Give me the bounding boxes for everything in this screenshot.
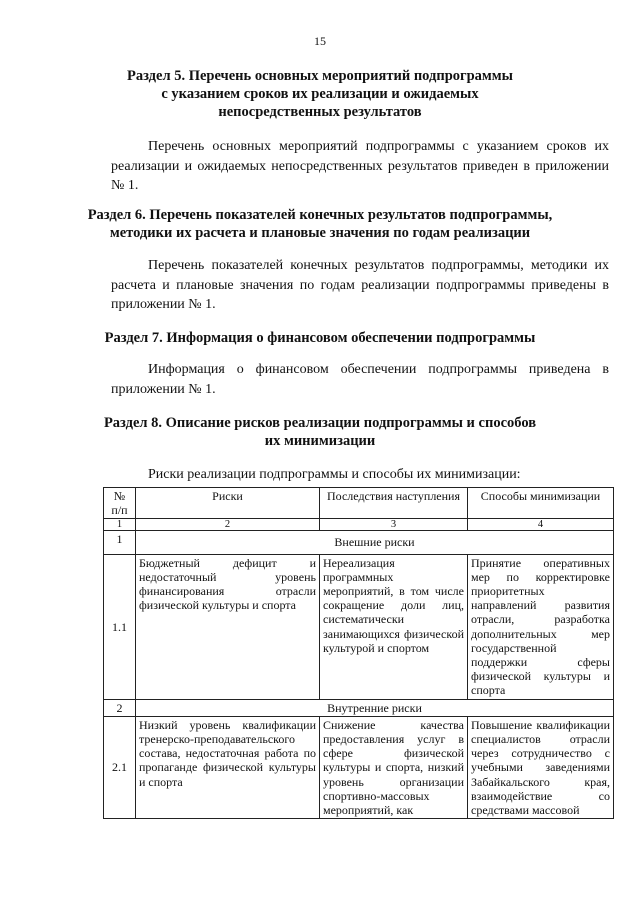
header-methods: Способы минимизации [468, 488, 614, 519]
table-caption: Риски реализации подпрограммы и способы их минимизации: [148, 467, 521, 482]
section-5-title-line: с указанием сроков их реализации и ожидаемых [161, 86, 479, 102]
section-6-title [0, 206, 640, 242]
header-number [104, 488, 136, 519]
section-6-title-line: Раздел 6. Перечень показателей конечных результатов подпрограммы, [87, 207, 553, 223]
section-5-title-line: непосредственных результатов [218, 104, 422, 120]
group-row-internal [104, 699, 614, 716]
row-number: 2.1 [104, 716, 136, 818]
section-6-text: Перечень показателей конечных результатов подпрограммы, методики их расчета и плановые значения по годам реализации подпрограммы приведены в приложении № 1. [111, 258, 609, 312]
header-number-line: п/п [111, 503, 128, 518]
column-number: 4 [468, 519, 614, 531]
group-title: Внутренние риски [136, 699, 614, 716]
header-number-line: № [113, 489, 126, 503]
table-row [104, 554, 614, 699]
column-number: 2 [136, 519, 320, 531]
section-5-title [0, 67, 640, 121]
section-8-title [0, 414, 640, 450]
risk-cell: Низкий уровень квалификации тренерско-преподавательского состава, недостаточная работа по пропаганде физической культуры и спорта [136, 716, 320, 818]
section-7-title-line: Раздел 7. Информация о финансовом обеспечении подпрограммы [104, 330, 536, 346]
group-title: Внешние риски [136, 531, 614, 554]
method-cell: Повышение квалификации специалистов отрасли через сотрудничество с учебными заведениями Забайкальского края, взаимодействие со средствами массовой [468, 716, 614, 818]
row-number: 1.1 [104, 554, 136, 699]
section-6-title-line: методики их расчета и плановые значения по годам реализации [109, 225, 531, 241]
table-row [104, 716, 614, 818]
section-7-title [0, 329, 640, 347]
consequence-cell: Нереализация программных мероприятий, в том числе сокращение доли лиц, систематически занимающихся физической культурой и спортом [320, 554, 468, 699]
group-row-external [104, 531, 614, 554]
column-numbers-row [104, 519, 614, 531]
page-number: 15 [314, 34, 326, 48]
risk-cell: Бюджетный дефицит и недостаточный уровень финансирования отрасли физической культуры и спорта [136, 554, 320, 699]
group-number: 2 [104, 699, 136, 716]
section-5-title-line: Раздел 5. Перечень основных мероприятий подпрограммы [127, 68, 513, 84]
section-5-text: Перечень основных мероприятий подпрограммы с указанием сроков их реализации и ожидаемых непосредственных результатов приведен в приложении № 1. [111, 139, 609, 193]
section-7-text: Информация о финансовом обеспечении подпрограммы приведена в приложении № 1. [111, 362, 609, 397]
column-number: 1 [104, 519, 136, 531]
group-number: 1 [104, 531, 136, 554]
consequence-cell: Снижение качества предоставления услуг в сфере физической культуры и спорта, низкий уровень организации спортивно-массовых мероприятий, как [320, 716, 468, 818]
header-consequences: Последствия наступления [320, 488, 468, 519]
column-number: 3 [320, 519, 468, 531]
header-risks: Риски [136, 488, 320, 519]
risks-table [103, 487, 614, 819]
table-header-row [104, 488, 614, 519]
section-8-title-line: Раздел 8. Описание рисков реализации подпрограммы и способов [103, 415, 537, 431]
section-8-title-line: их минимизации [264, 433, 376, 449]
method-cell: Принятие оперативных мер по корректировке приоритетных направлений развития отрасли, разработка дополнительных мер государственной поддержки сферы физической культуры и спорта [468, 554, 614, 699]
